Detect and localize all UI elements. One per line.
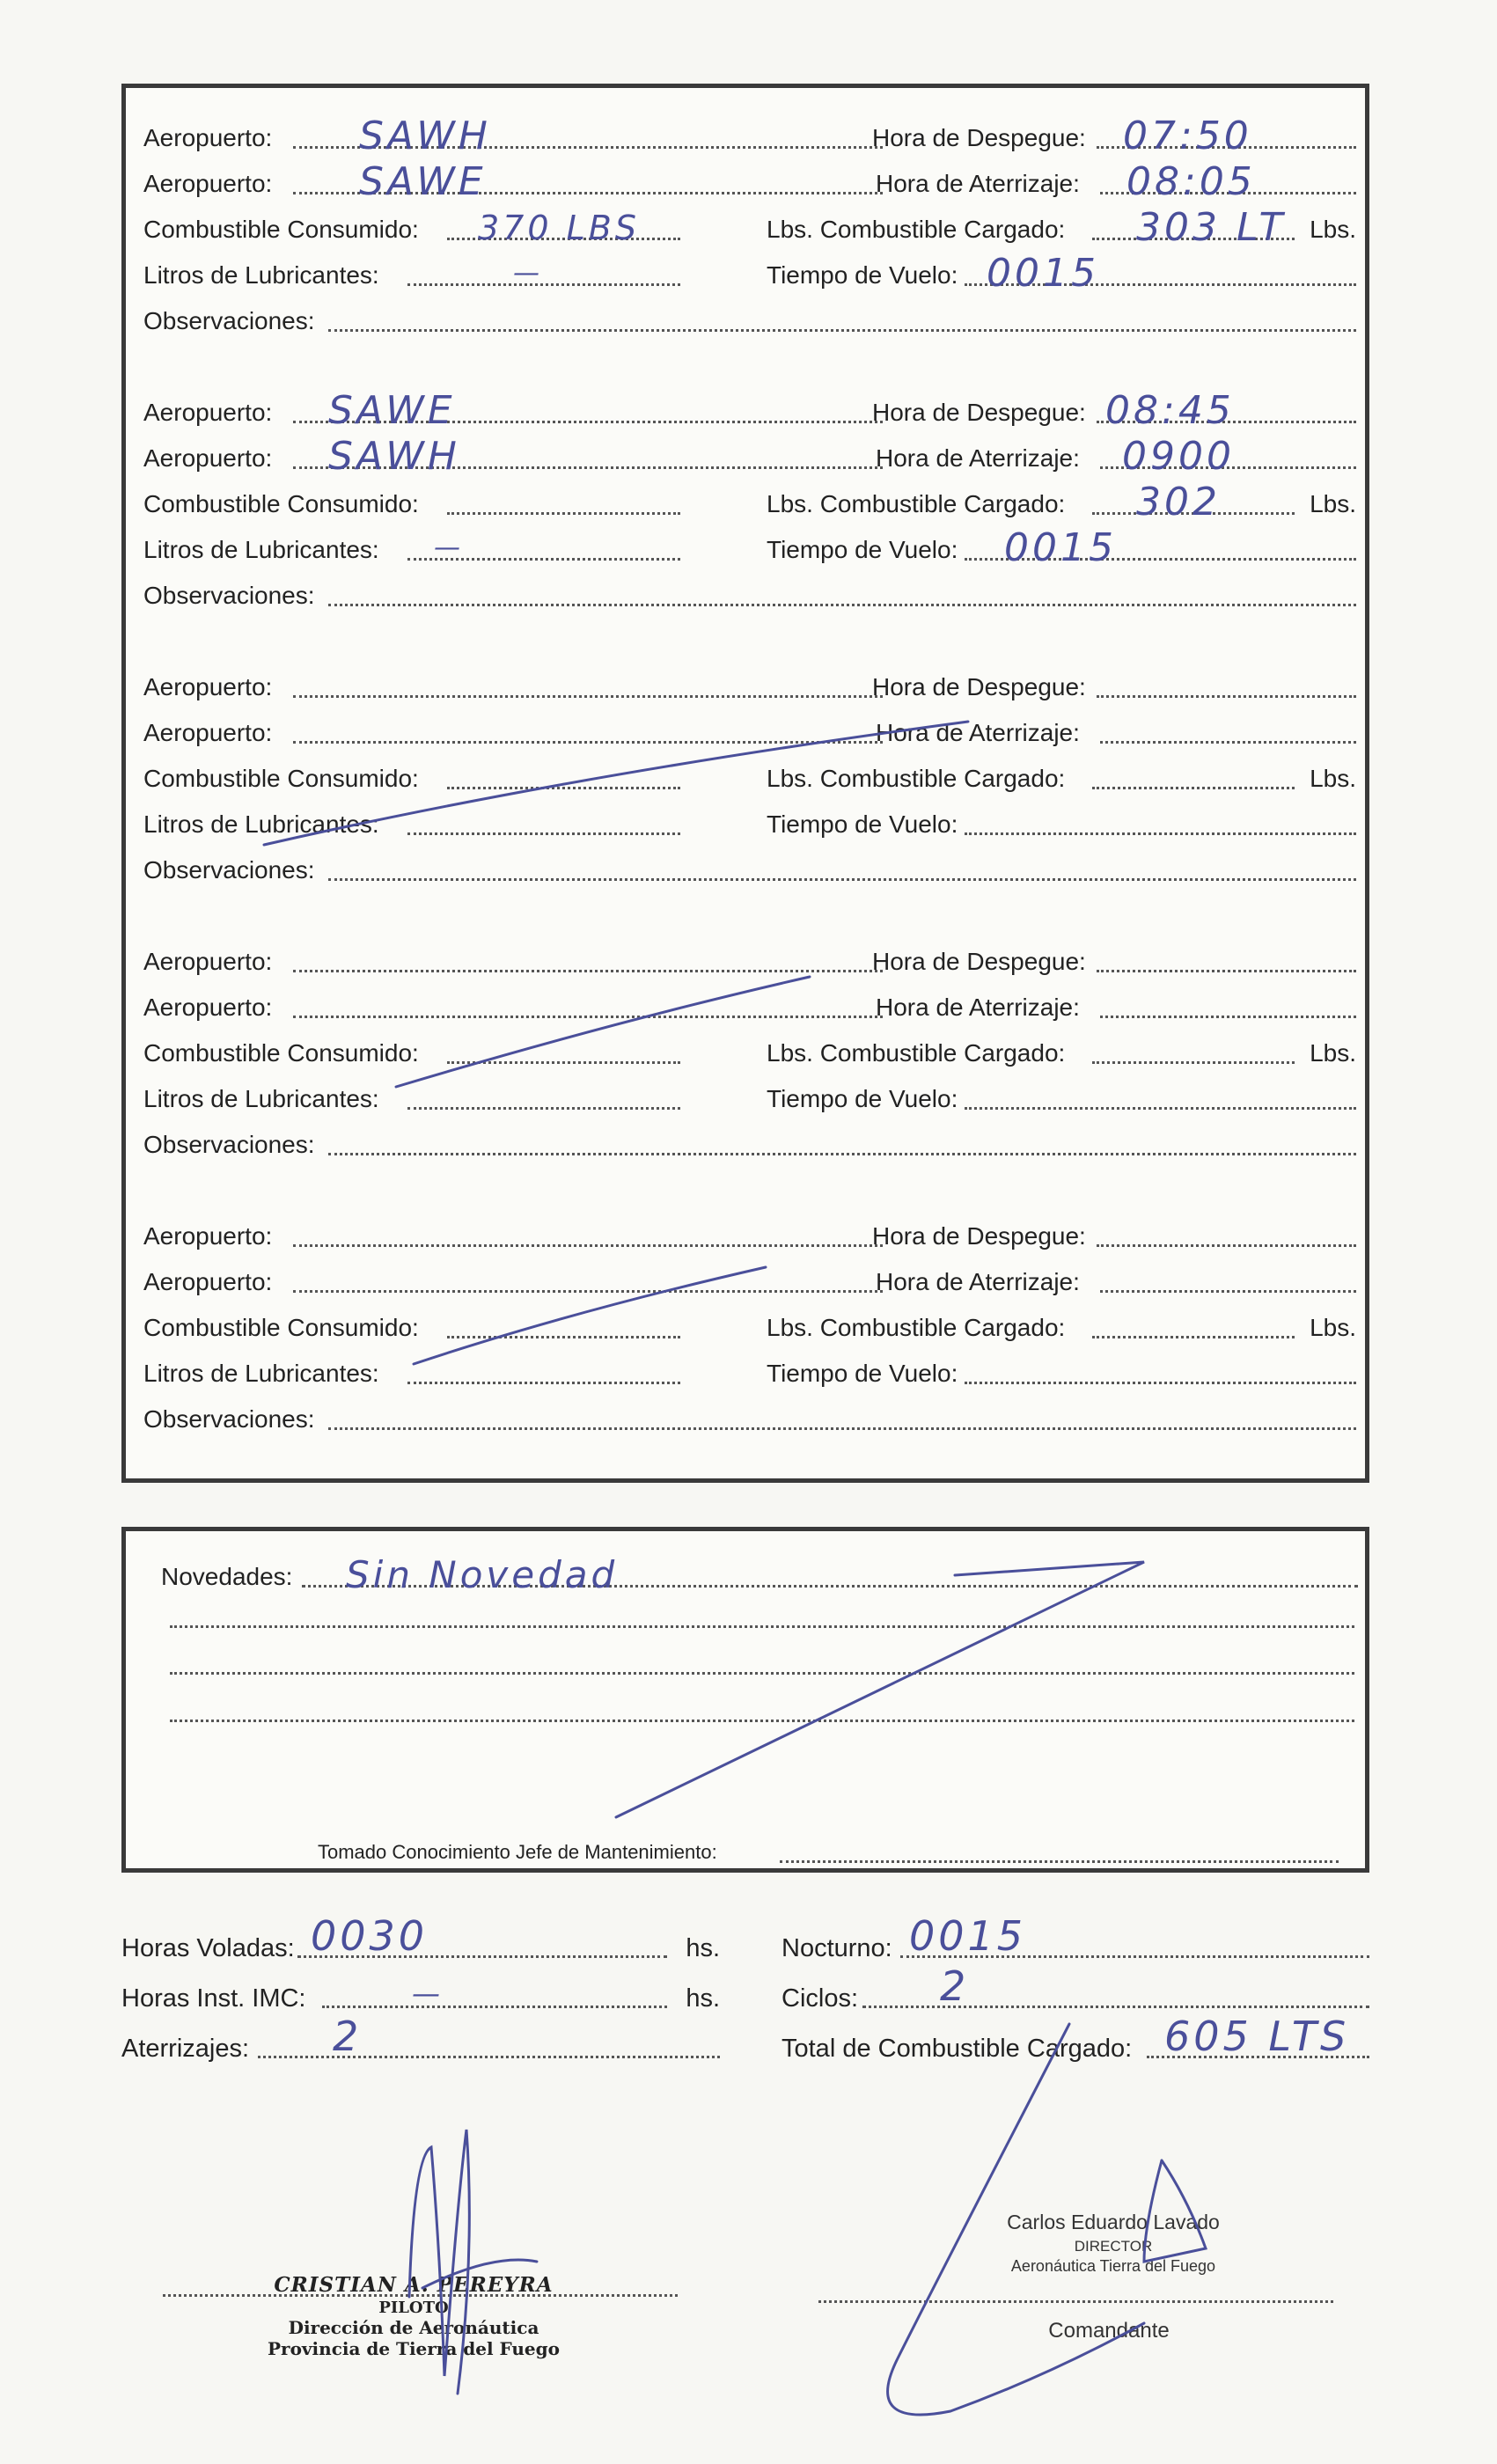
fuel-loaded-label: Lbs. Combustible Cargado: bbox=[767, 490, 1066, 517]
hours-unit: hs. bbox=[686, 1934, 720, 1962]
fuel-loaded-label: Lbs. Combustible Cargado: bbox=[767, 216, 1066, 243]
takeoff-value[interactable]: 07:50 bbox=[1123, 114, 1252, 158]
fuel-loaded-label: Lbs. Combustible Cargado: bbox=[767, 765, 1066, 792]
flight-time-label: Tiempo de Vuelo: bbox=[767, 536, 958, 563]
cycles-label: Ciclos: bbox=[782, 1984, 859, 2013]
landings-value[interactable]: 2 bbox=[333, 2013, 363, 2060]
commander-name: Carlos Eduardo Lavado bbox=[1007, 2211, 1220, 2233]
takeoff-label: Hora de Despegue: bbox=[872, 1222, 1086, 1250]
pilot-role: PILOTO bbox=[378, 2299, 449, 2317]
observations-label: Observaciones: bbox=[143, 582, 315, 609]
airport-label: Aeropuerto: bbox=[143, 124, 273, 151]
takeoff-label: Hora de Despegue: bbox=[872, 948, 1086, 975]
pilot-name: CRISTIAN A. PEREYRA bbox=[274, 2273, 554, 2297]
night-label: Nocturno: bbox=[782, 1934, 892, 1962]
lubricants-value[interactable]: — bbox=[434, 532, 464, 563]
airport-label: Aeropuerto: bbox=[143, 1268, 273, 1295]
landing-label: Hora de Aterrizaje: bbox=[876, 170, 1080, 197]
novedades-value[interactable]: Sin Novedad bbox=[346, 1553, 619, 1596]
airport-label: Aeropuerto: bbox=[143, 399, 273, 426]
landing-label: Hora de Aterrizaje: bbox=[876, 719, 1080, 746]
airport-label: Aeropuerto: bbox=[143, 948, 273, 975]
airport-label: Aeropuerto: bbox=[143, 170, 273, 197]
fuel-consumed-value[interactable]: 370 LBS bbox=[478, 209, 640, 247]
commander-org: Aeronáutica Tierra del Fuego bbox=[1010, 2257, 1216, 2275]
hours-flown-label: Horas Voladas: bbox=[121, 1934, 295, 1962]
landings-label: Aterrizajes: bbox=[121, 2035, 250, 2063]
airport-label: Aeropuerto: bbox=[143, 994, 273, 1021]
commander-signature-stroke bbox=[888, 2024, 1144, 2415]
landing-label: Hora de Aterrizaje: bbox=[876, 994, 1080, 1021]
pilot-province: Provincia de Tierra del Fuego bbox=[268, 2338, 560, 2359]
strike-line-novedades bbox=[616, 1562, 1144, 1817]
commander-role: DIRECTOR bbox=[1074, 2238, 1153, 2255]
pilot-signature-scribble bbox=[409, 2130, 469, 2394]
flight-time-label: Tiempo de Vuelo: bbox=[767, 810, 958, 838]
observations-label: Observaciones: bbox=[143, 1131, 315, 1158]
lbs-unit: Lbs. bbox=[1310, 490, 1356, 517]
flight-time-label: Tiempo de Vuelo: bbox=[767, 261, 958, 289]
fuel-consumed-label: Combustible Consumido: bbox=[143, 490, 419, 517]
imc-value[interactable]: — bbox=[412, 1976, 444, 2010]
landing-value[interactable]: 0900 bbox=[1122, 434, 1235, 479]
airport-2-value[interactable]: SAWH bbox=[328, 434, 460, 479]
airport-label: Aeropuerto: bbox=[143, 1222, 273, 1250]
airport-label: Aeropuerto: bbox=[143, 444, 273, 472]
fuel-consumed-label: Combustible Consumido: bbox=[143, 1314, 419, 1341]
commander-title: Comandante bbox=[1048, 2319, 1170, 2343]
airport-label: Aeropuerto: bbox=[143, 719, 273, 746]
airport-1-value[interactable]: SAWH bbox=[359, 114, 491, 158]
lubricants-label: Litros de Lubricantes: bbox=[143, 1360, 379, 1387]
flight-time-value[interactable]: 0015 bbox=[987, 251, 1099, 296]
strike-line-leg-5 bbox=[414, 1267, 766, 1364]
fuel-consumed-label: Combustible Consumido: bbox=[143, 216, 419, 243]
fuel-consumed-label: Combustible Consumido: bbox=[143, 765, 419, 792]
takeoff-label: Hora de Despegue: bbox=[872, 399, 1086, 426]
novedades-label: Novedades: bbox=[161, 1563, 293, 1590]
takeoff-label: Hora de Despegue: bbox=[872, 673, 1086, 700]
landing-label: Hora de Aterrizaje: bbox=[876, 444, 1080, 472]
observations-label: Observaciones: bbox=[143, 1405, 315, 1433]
flight-time-label: Tiempo de Vuelo: bbox=[767, 1085, 958, 1112]
takeoff-label: Hora de Despegue: bbox=[872, 124, 1086, 151]
airport-1-value[interactable]: SAWE bbox=[328, 388, 456, 433]
lbs-unit: Lbs. bbox=[1310, 216, 1356, 243]
airport-label: Aeropuerto: bbox=[143, 673, 273, 700]
flight-time-value[interactable]: 0015 bbox=[1004, 525, 1117, 570]
lubricants-label: Litros de Lubricantes: bbox=[143, 261, 379, 289]
fuel-loaded-label: Lbs. Combustible Cargado: bbox=[767, 1314, 1066, 1341]
landing-label: Hora de Aterrizaje: bbox=[876, 1268, 1080, 1295]
total-fuel-label: Total de Combustible Cargado: bbox=[782, 2035, 1133, 2063]
pilot-org: Dirección de Aeronáutica bbox=[288, 2317, 539, 2338]
takeoff-value[interactable]: 08:45 bbox=[1105, 388, 1235, 433]
lbs-unit: Lbs. bbox=[1310, 765, 1356, 792]
imc-unit: hs. bbox=[686, 1984, 720, 2013]
fuel-loaded-label: Lbs. Combustible Cargado: bbox=[767, 1039, 1066, 1067]
fuel-loaded-value[interactable]: 302 bbox=[1136, 480, 1221, 524]
lbs-unit: Lbs. bbox=[1310, 1314, 1356, 1341]
flight-time-label: Tiempo de Vuelo: bbox=[767, 1360, 958, 1387]
strike-line-leg-3 bbox=[264, 722, 968, 845]
observations-label: Observaciones: bbox=[143, 856, 315, 884]
fuel-consumed-label: Combustible Consumido: bbox=[143, 1039, 419, 1067]
lubricants-label: Litros de Lubricantes: bbox=[143, 536, 379, 563]
maintenance-label: Tomado Conocimiento Jefe de Mantenimiento: bbox=[318, 1841, 717, 1863]
commander-signature-loop bbox=[1144, 2160, 1206, 2262]
landing-value[interactable]: 08:05 bbox=[1126, 159, 1256, 204]
night-value[interactable]: 0015 bbox=[909, 1912, 1027, 1960]
lubricants-label: Litros de Lubricantes: bbox=[143, 1085, 379, 1112]
hours-flown-value[interactable]: 0030 bbox=[311, 1912, 429, 1960]
imc-label: Horas Inst. IMC: bbox=[121, 1984, 306, 2013]
fuel-loaded-value[interactable]: 303 LT bbox=[1136, 205, 1287, 250]
lubricants-value[interactable]: — bbox=[513, 258, 543, 289]
lubricants-label: Litros de Lubricantes: bbox=[143, 810, 379, 838]
total-fuel-value[interactable]: 605 LTS bbox=[1164, 2013, 1350, 2060]
cycles-value[interactable]: 2 bbox=[940, 1962, 970, 2010]
airport-2-value[interactable]: SAWE bbox=[359, 159, 487, 204]
observations-label: Observaciones: bbox=[143, 307, 315, 334]
lbs-unit: Lbs. bbox=[1310, 1039, 1356, 1067]
strike-line-leg-4 bbox=[396, 977, 810, 1087]
